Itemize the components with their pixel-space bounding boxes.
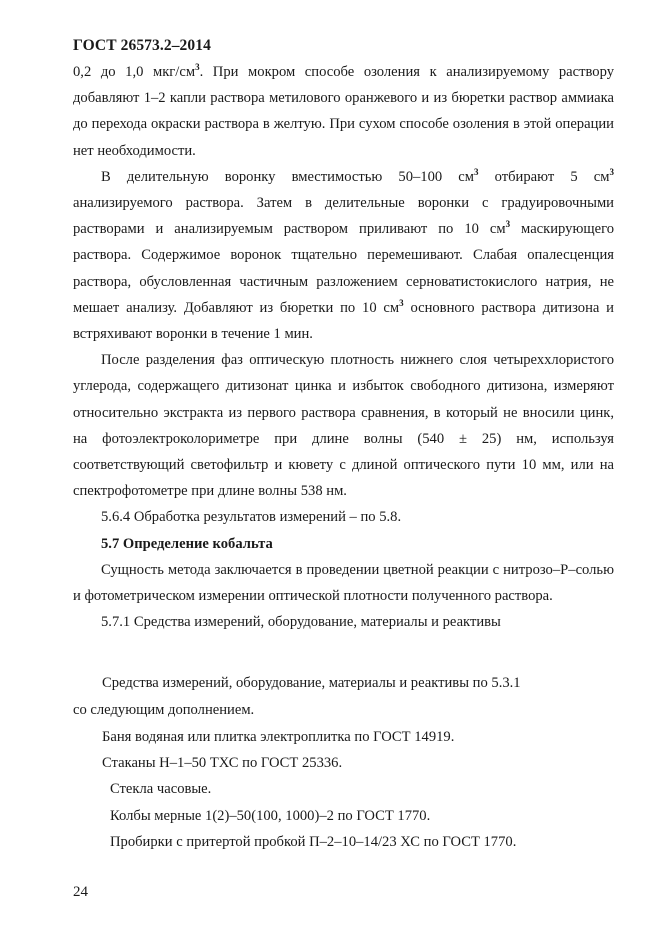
paragraph-processing: 5.6.4 Обработка результатов измерений – по 5.8. [101,509,402,526]
paragraph-ashing [73,59,614,164]
section-heading: 5.7 Определение кобальта [101,535,273,552]
document-body [73,59,614,635]
paragraph-method-essence: Сущность метода заключается в проведении цветной реакции с нитрозо–Р–солью и фотометрическом измерении оптической плотности полученного раствора. [73,561,614,605]
paragraph-funnel [73,164,614,347]
text-run: анализируемого раствора. Затем в делительные воронки с градуировочными растворами и анализируемым раствором приливают по 10 см [73,195,614,238]
subsection-heading: 5.7.1 Средства измерений, оборудование, материалы и реактивы [101,614,501,631]
page-number: 24 [73,884,88,900]
paragraph-means-list: Средства измерений, оборудование, материалы и реактивы по 5.3.1 [102,675,521,691]
superscript: 3 [399,297,404,308]
superscript: 3 [474,166,479,177]
superscript: 3 [609,166,614,177]
document-header: ГОСТ 26573.2–2014 [73,37,211,54]
text-run: маскирующего раствора. Содержимое воронок тщательно перемешивают. Слабая опалесценция раствора, обусловленная частичным разложением серноватистокислого натрия, не мешает анализу. Добавляют из бюретки по 10 см [73,221,614,316]
text-run: основного раствора дитизона и встряхивают воронки в течение 1 мин. [73,299,614,343]
list-item: Пробирки с притертой пробкой П–2–10–14/23 ХС по ГОСТ 1770. [110,834,517,850]
paragraph-addition: со следующим дополнением. [73,702,255,718]
list-item: Баня водяная или плитка электроплитка по ГОСТ 14919. [102,729,455,745]
superscript: 3 [195,62,200,72]
text-run: В делительную воронку вместимостью 50–100 см [101,168,475,185]
paragraph-optical-density: После разделения фаз оптическую плотность нижнего слоя четыреххлористого углерода, содержащего дитизонат цинка и избыток свободного дитизона, измеряют относительно экстракта из первого раствора сравнения, в который не вносили цинк, на фотоэлектроколориметре при длине волны (540 ± 25) нм, используя соответствующий светофильтр и кювету с длиной оптического пути 10 мм, или на спектрофотометре при длине волны 538 нм. [73,352,614,500]
text-run: 0,2 до 1,0 мкг/см [73,64,196,80]
text-run: . При мокром способе озоления к анализируемому раствору добавляют 1–2 капли раствора метилового оранжевого и из бюретки раствор аммиака до перехода окраски раствора в желтую. При сухом способе озоления в этой операции нет необходимости. [73,64,614,159]
text-run: отбирают 5 см [478,168,610,185]
list-item: Стаканы Н–1–50 ТХС по ГОСТ 25336. [102,755,343,771]
superscript: 3 [505,219,511,230]
list-item: Колбы мерные 1(2)–50(100, 1000)–2 по ГОСТ 1770. [110,808,431,824]
list-item: Стекла часовые. [110,781,212,797]
